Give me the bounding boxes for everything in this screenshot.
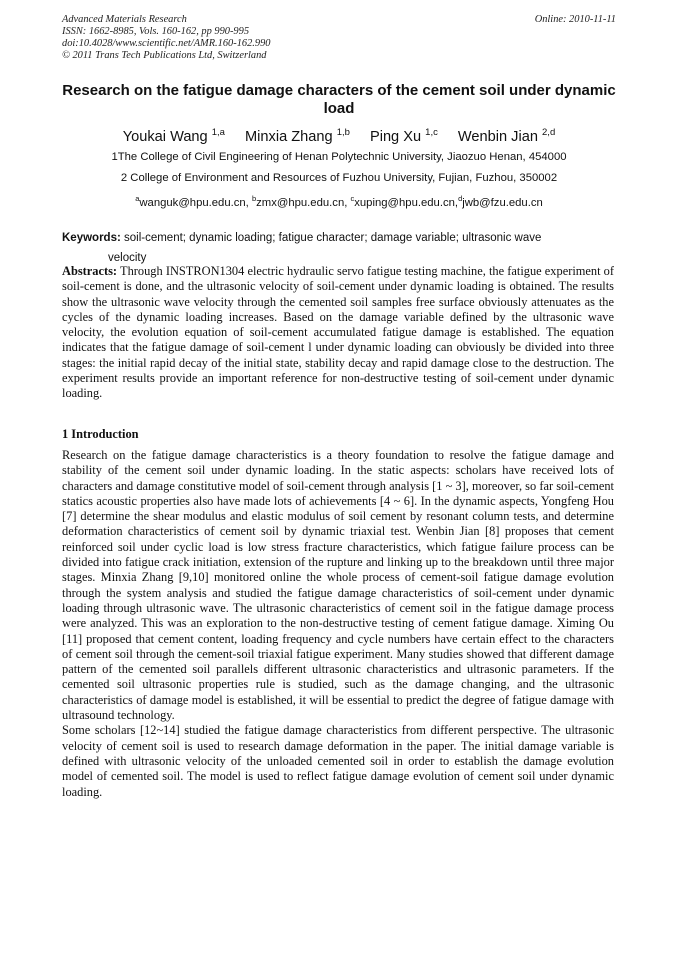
affiliation-1: 1The College of Civil Engineering of Henan Polytechnic University, Jiaozuo Henan, 454000: [111, 151, 567, 163]
keywords: [62, 228, 614, 268]
introduction-body: [62, 448, 614, 800]
keywords-label: Keywords:: [62, 232, 121, 244]
email-link[interactable]: wanguk@hpu.edu.cn,: [139, 196, 252, 209]
author: Youkai Wang $^{1,a}$: [122, 127, 225, 145]
abstract-text: Through INSTRON1304 electric hydraulic servo fatigue testing machine, the fatigue experiment of soil-cement is done, and the ultrasonic velocity of soil-cement under dynamic loading is obtained. The results show the ultrasonic wave velocity through the cemented soil samples free surface obviously attenuates as the cycles of the dynamic loading increases. Based on the damage variable defined by the ultrasonic wave velocity, the evolution equation of soil-cement accumulated fatigue damage is established. The equation indicates that the fatigue damage of soil-cement l under dynamic loading can obviously be divided into three stages: the initial rapid decay of the initial state, stability decay and rapid damage close to the destruction. The experiment results provide an important reference for non-destructive testing of soil-cement under dynamic loading.: [62, 264, 615, 401]
keywords-continuation: velocity: [108, 252, 147, 264]
paper-title: Research on the fatigue damage characters of the cement soil under dynamic load: [62, 82, 616, 117]
email-link[interactable]: jwb@fzu.edu.cn: [462, 196, 543, 209]
doi-line: doi:10.4028/www.scientific.net/AMR.160-162.990: [62, 38, 271, 49]
email-link[interactable]: xuping@hpu.edu.cn,: [354, 196, 459, 209]
paragraph: Research on the fatigue damage characteristics is a theory foundation to resolve the fatigue damage and stability of the cement soil under dynamic loading. In the static aspects: scholars have received lots of characters and damage constitutive model of soil-cement through analysis [1 ~ 3], moreover, so far soil-cement statics acoustic properties also have made lots of achievements [4 ~ 6]. In the dynamic aspects, Yongfeng Hou [7] determine the shear modulus and elastic modulus of soil cement by resonant column tests, and determine deformation characteristics of cement soil by dynamic triaxial test. Wenbin Jian [8] proposes that cement reinforced soil under cyclic load is low stress fracture characteristics, which fatigue failure process can be divided into fatigue crack initiation, extension of the rupture and linking up to the breakdown until three major stages. Minxia Zhang [9,10] monitored online the whole process of cement-soil fatigue damage evolution through the system analysis and studied the fatigue damage characteristics of soil-cement under dynamic loading through ultrasonic wave. The ultrasonic characteristics of cement soil in the fatigue damage process were analyzed. This was an exploration to the non-destructive testing of cement fatigue damage. Ximing Ou [11] proposed that cement content, loading frequency and cycle numbers have certain effect to the characters of cement soil through the cement-soil triaxial fatigue experiment. Many studies showed that different damage pattern of the cemented soil parallels different ultrasonic characteristics and ultrasonic parameters. If the cemented soil ultrasonic properties rule is studied, such as the damage changing, and the ultrasonic characteristics of damage model is established, it will be essential to predict the degree of fatigue damage with ultrasound technology.: [62, 448, 614, 723]
issn-line: ISSN: 1662-8985, Vols. 160-162, pp 990-995: [62, 26, 250, 37]
copyright-line: © 2011 Trans Tech Publications Ltd, Switzerland: [62, 50, 267, 61]
author: Ping Xu $^{1,c}$: [369, 127, 438, 145]
email-link[interactable]: zmx@hpu.edu.cn,: [256, 196, 351, 209]
journal-header: [62, 14, 616, 62]
author-emails: $^a$wanguk@hpu.edu.cn, $^b$zmx@hpu.edu.cn, $^c$xuping@hpu.edu.cn,$^d$jwb@fzu.edu.cn: [135, 194, 543, 209]
author-list: [62, 124, 616, 146]
author: Wenbin Jian $^{2,d}$: [457, 127, 556, 145]
abstract-label: Abstracts:: [62, 264, 118, 278]
journal-name: Advanced Materials Research: [62, 14, 187, 25]
author: Minxia Zhang $^{1,b}$: [245, 127, 350, 145]
paragraph: Some scholars [12~14] studied the fatigue damage characteristics from different perspective. The ultrasonic velocity of cement soil is used to research damage deformation in the paper. The initial damage variable is defined with ultrasonic velocity of the unloaded cemented soil in order to establish the damage evolution model of cemented soil. The model is used to reflect fatigue damage evolution of cement soil under dynamic loading.: [62, 723, 614, 799]
abstract: [62, 264, 614, 402]
online-date: Online: 2010-11-11: [534, 14, 616, 25]
section-heading-introduction: 1 Introduction: [62, 427, 139, 441]
keywords-text: soil-cement; dynamic loading; fatigue character; damage variable; ultrasonic wave: [124, 232, 542, 244]
affiliation-2: 2 College of Environment and Resources of Fuzhou University, Fujian, Fuzhou, 350002: [120, 172, 558, 184]
